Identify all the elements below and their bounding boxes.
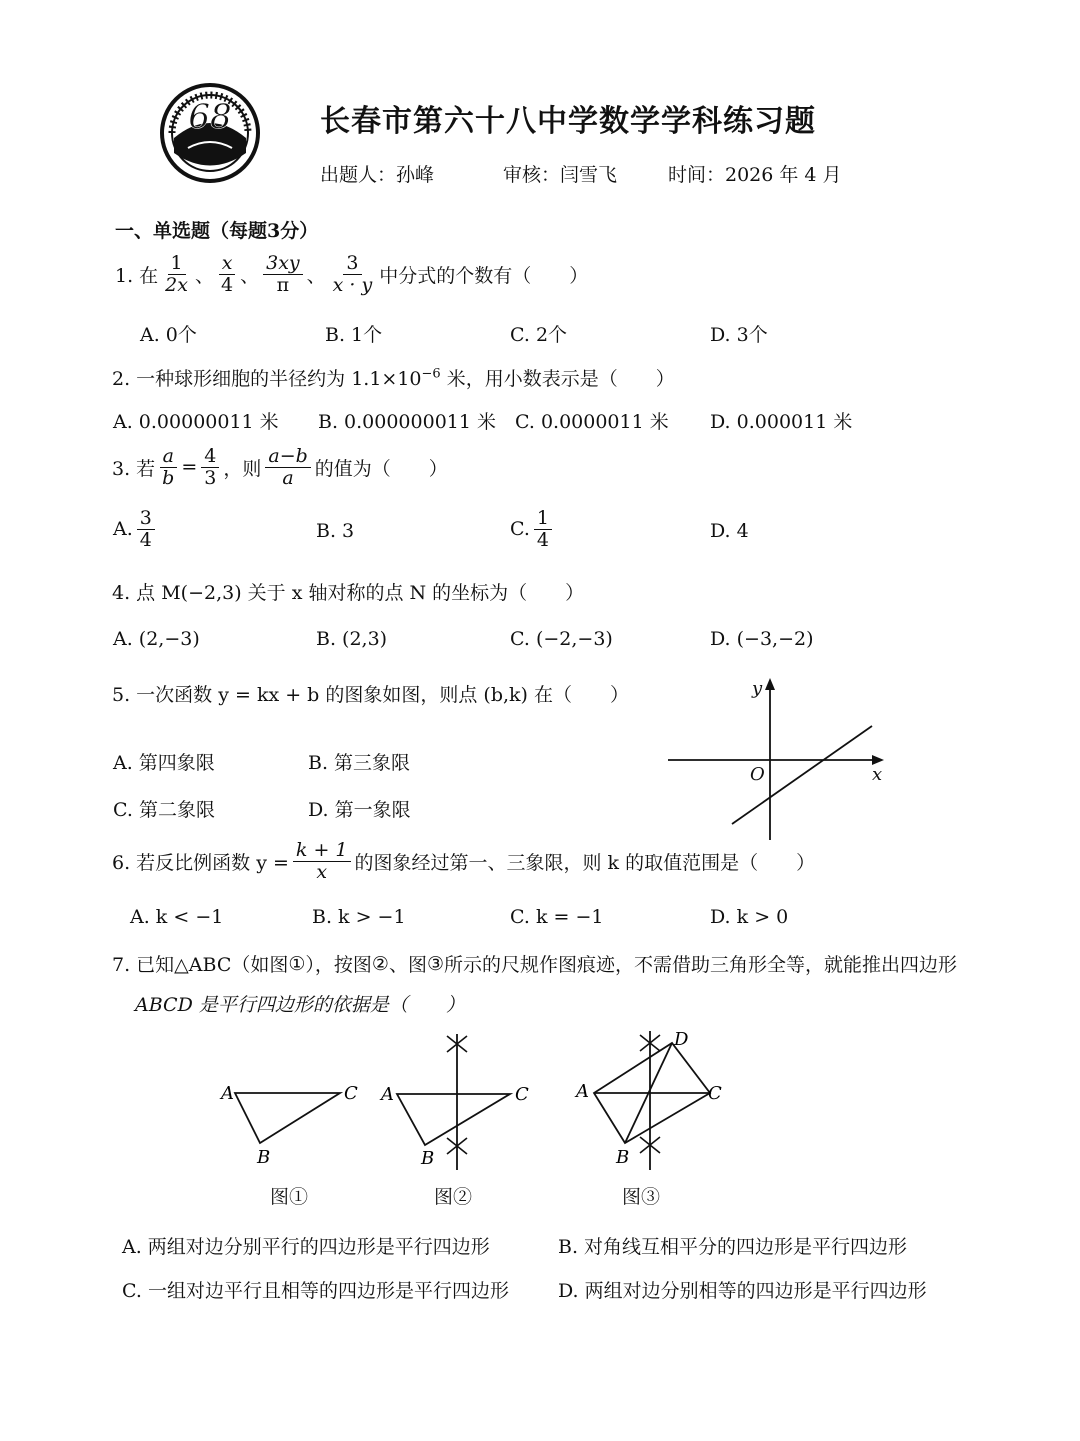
fraction: $\frac{a}{b}$ — [159, 446, 177, 489]
fraction: $\frac{4}{3}$ — [201, 446, 219, 489]
figure-2-label: 图② — [434, 1186, 473, 1208]
svg-text:C: C — [515, 1084, 529, 1105]
svg-text:B: B — [257, 1147, 271, 1168]
logo-number: 68 — [188, 97, 232, 137]
q5-option-a[interactable]: A. 第四象限 — [113, 752, 215, 774]
q6-option-a[interactable]: A. k < −1 — [130, 906, 224, 928]
y-axis-arrow — [765, 678, 775, 690]
page-title: 长春市第六十八中学数学学科练习题 — [320, 104, 816, 139]
fraction: $\frac{1}{2x}$ — [165, 252, 188, 296]
svg-text:A: A — [576, 1081, 589, 1102]
q7-option-a[interactable]: A. 两组对边分别平行的四边形是平行四边形 — [122, 1236, 490, 1258]
q2-option-d[interactable]: D. 0.000011 米 — [710, 411, 853, 433]
q1-option-b[interactable]: B. 1个 — [325, 324, 383, 346]
svg-text:C: C — [708, 1083, 722, 1104]
figure-1-triangle — [215, 1075, 365, 1170]
q1-option-c[interactable]: C. 2个 — [510, 324, 568, 346]
svg-text:C: C — [344, 1083, 358, 1104]
fraction: $\frac{a-b}{a}$ — [265, 446, 310, 489]
figure-3-label: 图③ — [622, 1186, 661, 1208]
fraction: $\frac{k + 1}{x}$ — [293, 840, 351, 883]
q2-option-a[interactable]: A. 0.00000011 米 — [113, 411, 279, 433]
q5-option-c[interactable]: C. 第二象限 — [113, 799, 215, 821]
figure-1-label: 图① — [270, 1186, 309, 1208]
question-1-stem: 1. 在 $\frac{1}{2x}$ 、 $\frac{x}{4}$ 、 $\frac{3xy}{\pi}$ 、 $\frac{3}{x \cdot y}$ 中分式的个数有（ ） — [115, 252, 589, 296]
q1-option-a[interactable]: A. 0个 — [140, 324, 197, 346]
q5-option-d[interactable]: D. 第一象限 — [308, 799, 411, 821]
question-5-stem: 5. 一次函数 y = kx + b 的图象如图，则点 (b,k) 在（ ） — [112, 684, 629, 706]
q6-option-b[interactable]: B. k > −1 — [312, 906, 406, 928]
figure-3-parallelogram — [570, 1025, 730, 1175]
time-label: 时间：2026 年 4 月 — [668, 164, 842, 186]
svg-text:A: A — [381, 1084, 394, 1105]
q7-option-b[interactable]: B. 对角线互相平分的四边形是平行四边形 — [558, 1236, 908, 1258]
fraction: $\frac{3}{x \cdot y}$ — [332, 252, 373, 296]
figure-2-construction — [375, 1030, 540, 1175]
q1-option-d[interactable]: D. 3个 — [710, 324, 768, 346]
x-axis-label: x — [872, 764, 883, 785]
q7-option-d[interactable]: D. 两组对边分别相等的四边形是平行四边形 — [558, 1280, 927, 1302]
q2-option-c[interactable]: C. 0.0000011 米 — [515, 411, 669, 433]
question-3-stem: 3. 若 $\frac{a}{b}$ = $\frac{4}{3}$ ，则 $\frac{a-b}{a}$ 的值为（ ） — [112, 445, 448, 489]
question-4-stem: 4. 点 M(−2,3) 关于 x 轴对称的点 N 的坐标为（ ） — [112, 582, 585, 604]
svg-text:A: A — [221, 1083, 234, 1104]
question-6-stem: 6. 若反比例函数 y = $\frac{k + 1}{x}$ 的图象经过第一、三象限，则 k 的取值范围是（ ） — [112, 839, 816, 883]
q5-option-b[interactable]: B. 第三象限 — [308, 752, 411, 774]
q4-option-a[interactable]: A. (2,−3) — [113, 628, 200, 650]
q4-option-b[interactable]: B. (2,3) — [316, 628, 388, 650]
q3-option-d[interactable]: D. 4 — [710, 520, 749, 542]
q3-option-c[interactable]: C. $\frac{1}{4}$ — [510, 508, 556, 551]
author-label: 出题人：孙峰 — [320, 164, 435, 186]
fraction: $\frac{3xy}{\pi}$ — [263, 253, 303, 296]
school-logo — [158, 78, 262, 188]
question-7-stem-line2: ABCD 是平行四边形的依据是（ ） — [135, 994, 465, 1016]
origin-label: O — [750, 764, 765, 785]
q4-option-d[interactable]: D. (−3,−2) — [710, 628, 814, 650]
q2-option-b[interactable]: B. 0.000000011 米 — [318, 411, 497, 433]
question-2-stem: 2. 一种球形细胞的半径约为 $1.1\times 10^{-6}$ 米，用小数表示是（ ） — [112, 366, 675, 390]
q3-option-b[interactable]: B. 3 — [316, 520, 355, 542]
q5-linear-graph — [660, 672, 900, 848]
svg-text:B: B — [421, 1148, 435, 1169]
y-axis-label: y — [752, 678, 763, 699]
section-title: 一、单选题（每题3分） — [115, 220, 319, 242]
q4-option-c[interactable]: C. (−2,−3) — [510, 628, 613, 650]
q3-option-a[interactable]: A. $\frac{3}{4}$ — [113, 508, 159, 551]
fraction: $\frac{x}{4}$ — [218, 253, 236, 296]
question-7-stem-line1: 7. 已知△ABC（如图 ① ），按图 ② 、图 ③ 所示的尺规作图痕迹，不需借助三角形全等，就能推出四边形 — [112, 952, 958, 976]
reviewer-label: 审核：闫雪飞 — [503, 164, 618, 186]
q7-option-c[interactable]: C. 一组对边平行且相等的四边形是平行四边形 — [122, 1280, 509, 1302]
q6-option-c[interactable]: C. k = −1 — [510, 906, 604, 928]
svg-text:B: B — [616, 1147, 630, 1168]
svg-text:D: D — [674, 1029, 689, 1050]
q6-option-d[interactable]: D. k > 0 — [710, 906, 789, 928]
